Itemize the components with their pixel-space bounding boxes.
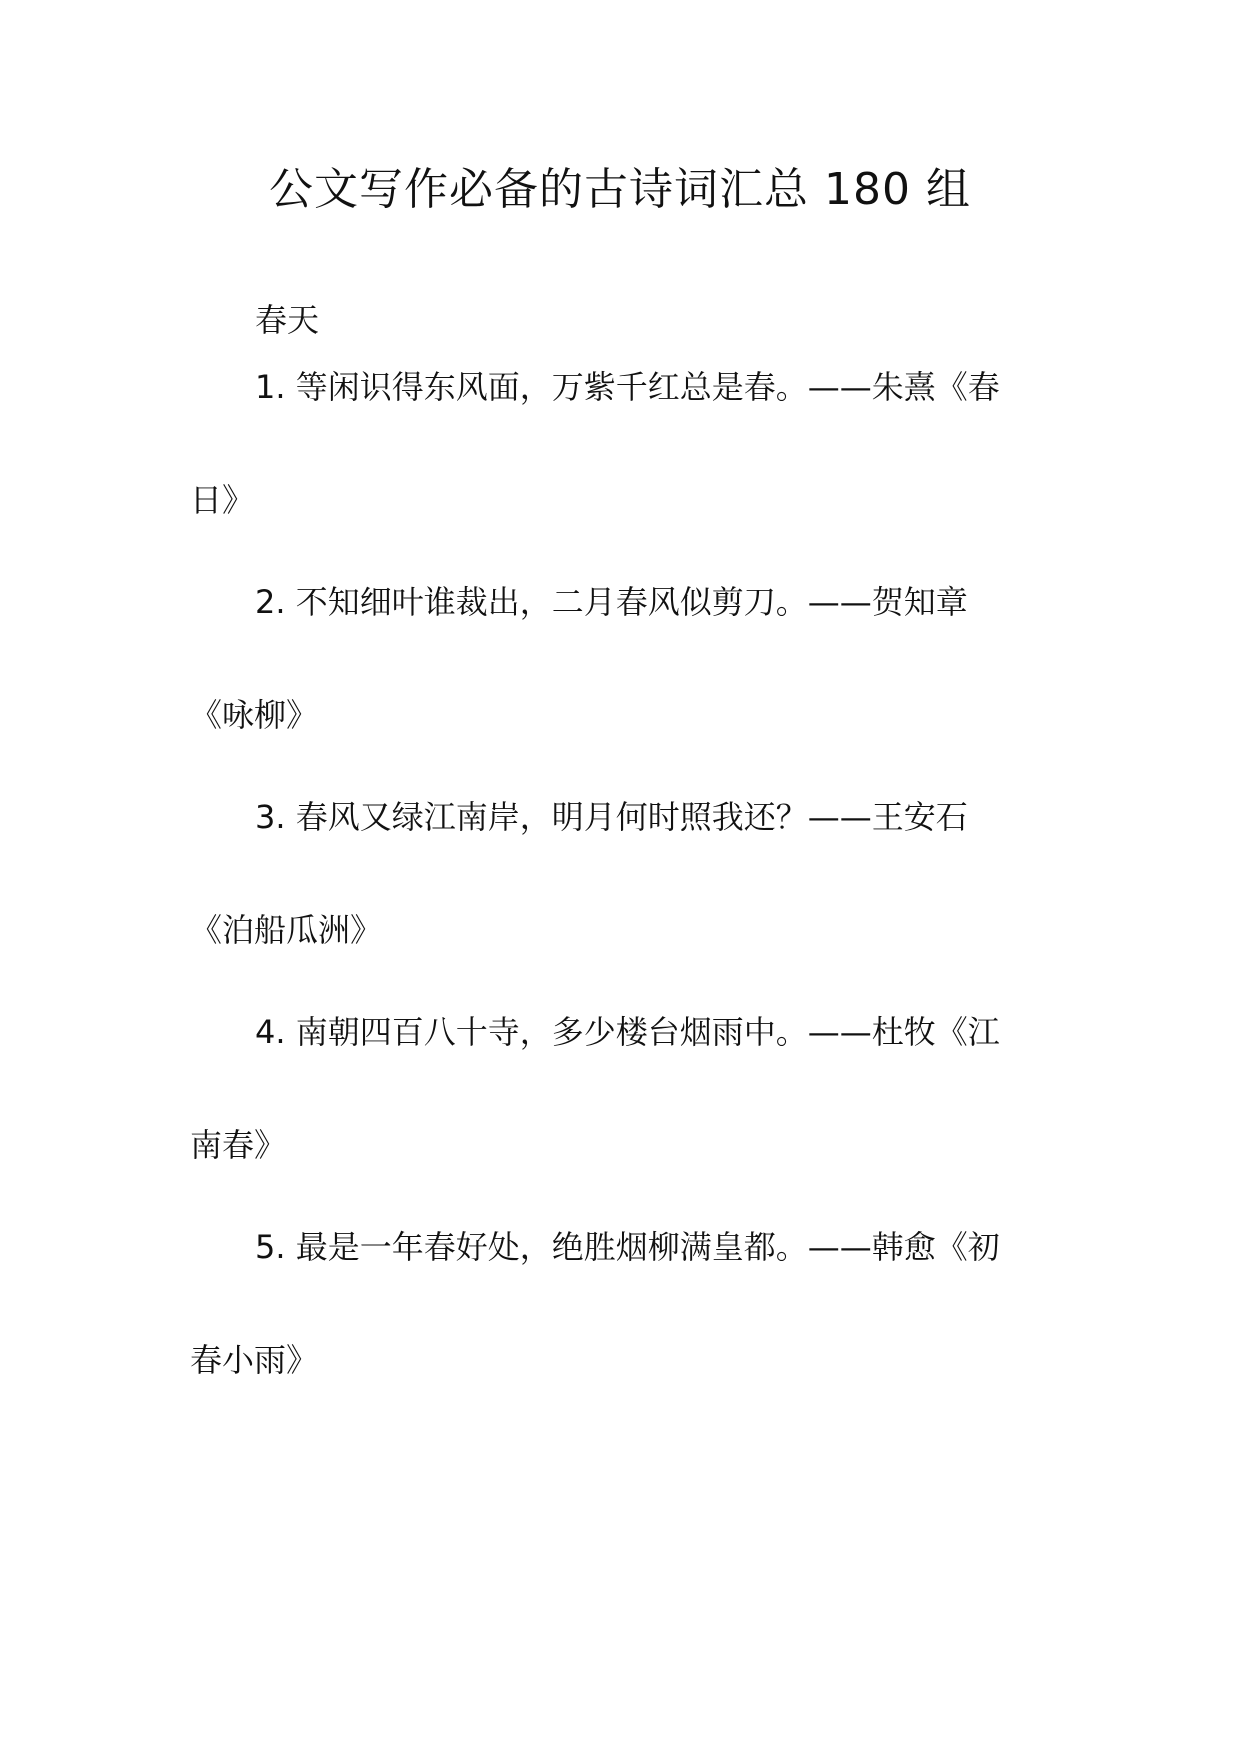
poem-line-3-continued: 《泊船瓜洲》: [190, 911, 383, 949]
poem-line-4: 4. 南朝四百八十寺，多少楼台烟雨中。——杜牧《江: [255, 1013, 1000, 1051]
section-heading: 春天: [255, 301, 320, 339]
poem-line-5-continued: 春小雨》: [190, 1341, 319, 1379]
poem-line-3: 3. 春风又绿江南岸，明月何时照我还？——王安石: [255, 798, 968, 836]
poem-line-2: 2. 不知细叶谁裁出，二月春风似剪刀。——贺知章: [255, 583, 968, 621]
poem-line-5: 5. 最是一年春好处，绝胜烟柳满皇都。——韩愈《初: [255, 1228, 1000, 1266]
document-title: 公文写作必备的古诗词汇总 180 组: [269, 164, 971, 215]
poem-line-1-continued: 日》: [190, 481, 255, 519]
poem-line-2-continued: 《咏柳》: [190, 696, 319, 734]
poem-line-1: 1. 等闲识得东风面，万紫千红总是春。——朱熹《春: [255, 368, 1000, 406]
poem-line-4-continued: 南春》: [190, 1126, 287, 1164]
